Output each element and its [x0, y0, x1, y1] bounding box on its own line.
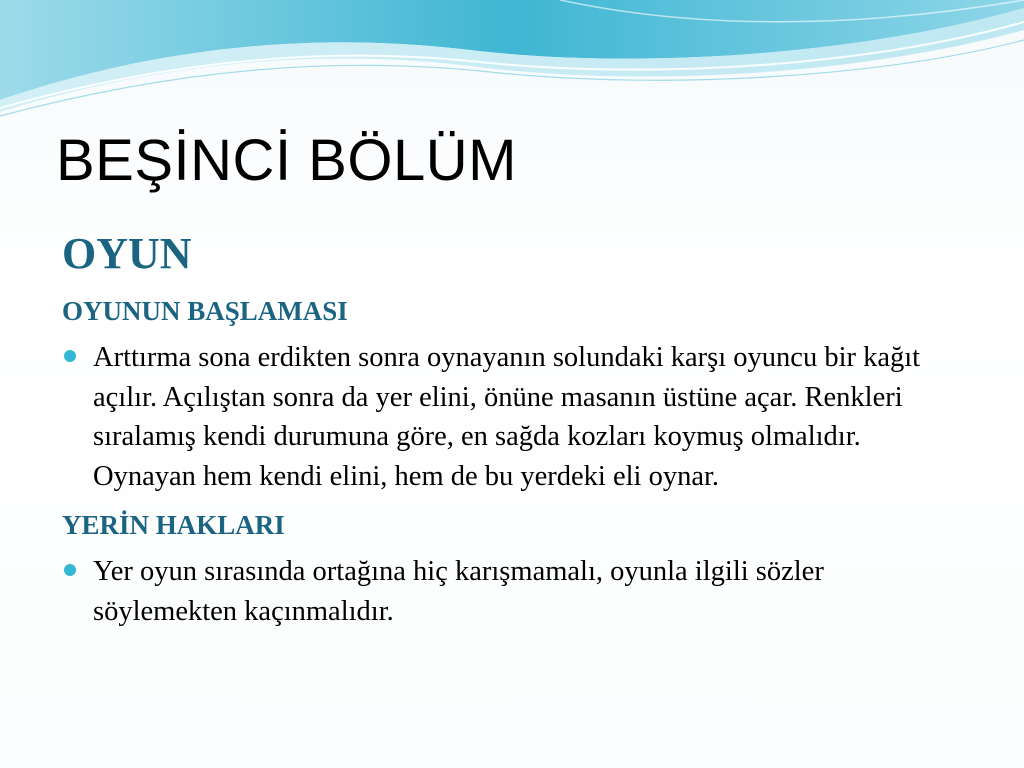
bullet-dot-icon [64, 350, 76, 362]
section-heading: OYUN [62, 229, 192, 278]
bullet-item [62, 338, 962, 496]
slide-title: BEŞİNCİ BÖLÜM [56, 128, 517, 193]
slide-content [62, 230, 962, 631]
bullet-text: Yer oyun sırasında ortağına hiç karışmamalı, oyunla ilgili sözler söylemekten kaçınmalıdır. [93, 556, 824, 627]
decorative-wave-banner [0, 0, 1024, 120]
bullet-dot-icon [64, 564, 76, 576]
bullet-text: Arttırma sona erdikten sonra oynayanın solundaki karşı oyuncu bir kağıt açılır. Açılıştan sonra da yer elini, önüne masanın üstüne açar. Renkleri sıralamış kendi durumuna göre, en sağda kozları koymuş olmalıdır. Oynayan hem kendi elini, hem de bu yerdeki eli oynar. [93, 342, 921, 492]
bullet-item [62, 552, 962, 631]
subheading-game-start: OYUNUN BAŞLAMASI [62, 296, 348, 326]
subheading-dummy-rights: YERİN HAKLARI [62, 510, 285, 540]
